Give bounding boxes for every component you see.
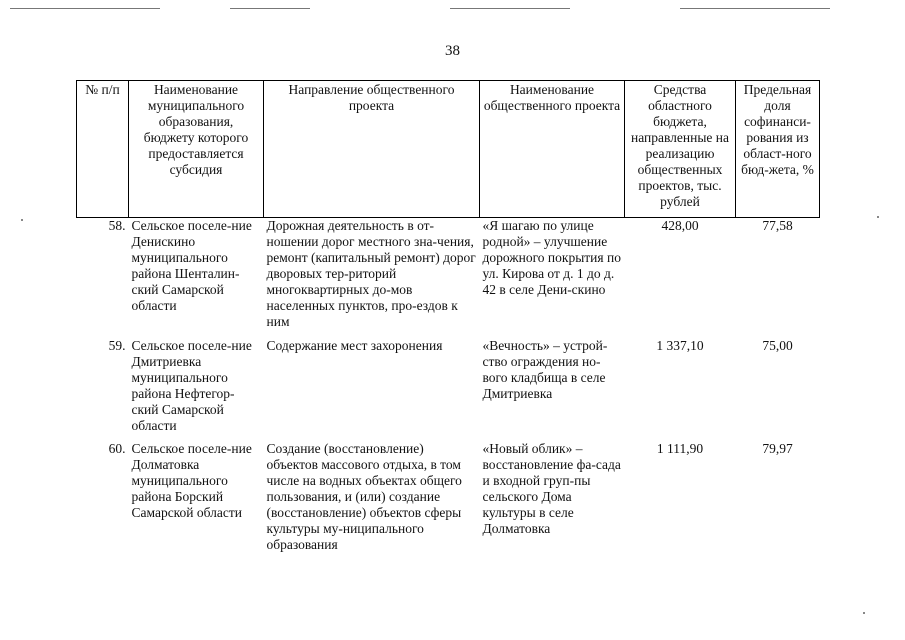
row-municipality: Сельское поселе-ние Денискино муниципального района Шенталин-ский Самарской области bbox=[131, 218, 252, 313]
row-project: «Новый облик» – восстановление фа-сада и входной груп-пы сельского Дома культуры в селе Долматовка bbox=[482, 441, 621, 536]
header-project: Наименование общественного проекта bbox=[480, 81, 625, 218]
row-amount: 1 337,10 bbox=[656, 338, 704, 353]
scan-artifact bbox=[230, 8, 310, 9]
scan-artifact bbox=[450, 8, 570, 9]
header-municipality: Наименование муниципального образования, бюджету которого предоставляется субсидия bbox=[129, 81, 264, 218]
scan-artifact bbox=[10, 8, 160, 9]
scan-artifact bbox=[21, 219, 23, 221]
row-project: «Вечность» – устрой-ство ограждения но-вого кладбища в селе Дмитриевка bbox=[482, 338, 608, 401]
scan-artifact bbox=[863, 612, 865, 614]
row-num: 59. bbox=[108, 338, 126, 353]
table-row bbox=[77, 218, 820, 339]
row-share: 75,00 bbox=[762, 338, 793, 353]
row-num: 60. bbox=[108, 441, 126, 456]
page-number: 38 bbox=[445, 43, 460, 59]
row-municipality: Сельское поселе-ние Дмитриевка муниципального района Нефтегор-ский Самарской области bbox=[131, 338, 252, 433]
header-funds: Средства областного бюджета, направленные на реализацию общественных проектов, тыс. рублей bbox=[625, 81, 736, 218]
subsidy-table bbox=[76, 80, 820, 571]
row-amount: 428,00 bbox=[661, 218, 699, 233]
header-share: Предельная доля софинанси-рования из област-ного бюд-жета, % bbox=[736, 81, 820, 218]
header-num: № п/п bbox=[77, 81, 129, 218]
row-share: 79,97 bbox=[762, 441, 793, 456]
row-num: 58. bbox=[108, 218, 126, 233]
table-header-row bbox=[77, 81, 820, 218]
scan-artifact bbox=[680, 8, 830, 9]
row-project: «Я шагаю по улице родной» – улучшение дорожного покрытия по ул. Кирова от д. 1 до д. 42 в селе Дени-скино bbox=[482, 218, 621, 297]
header-direction: Направление общественного проекта bbox=[264, 81, 480, 218]
table-row bbox=[77, 338, 820, 441]
row-direction: Дорожная деятельность в от-ношении дорог местного зна-чения, ремонт (капитальный ремонт) дорог дворовых тер-риторий многоквартирных до-мов населенных пунктов, про-ездов к ним bbox=[266, 218, 476, 329]
row-share: 77,58 bbox=[762, 218, 793, 233]
row-direction: Содержание мест захоронения bbox=[266, 338, 443, 353]
row-municipality: Сельское поселе-ние Долматовка муниципального района Борский Самарской области bbox=[131, 441, 252, 520]
scan-artifact bbox=[877, 216, 879, 218]
row-amount: 1 111,90 bbox=[656, 441, 704, 456]
table-row bbox=[77, 441, 820, 571]
row-direction: Создание (восстановление) объектов массового отдыха, в том числе на водных объектах общего пользования, и (или) создание (восстановление) объектов сферы культуры му-ниципального образования bbox=[266, 441, 462, 552]
